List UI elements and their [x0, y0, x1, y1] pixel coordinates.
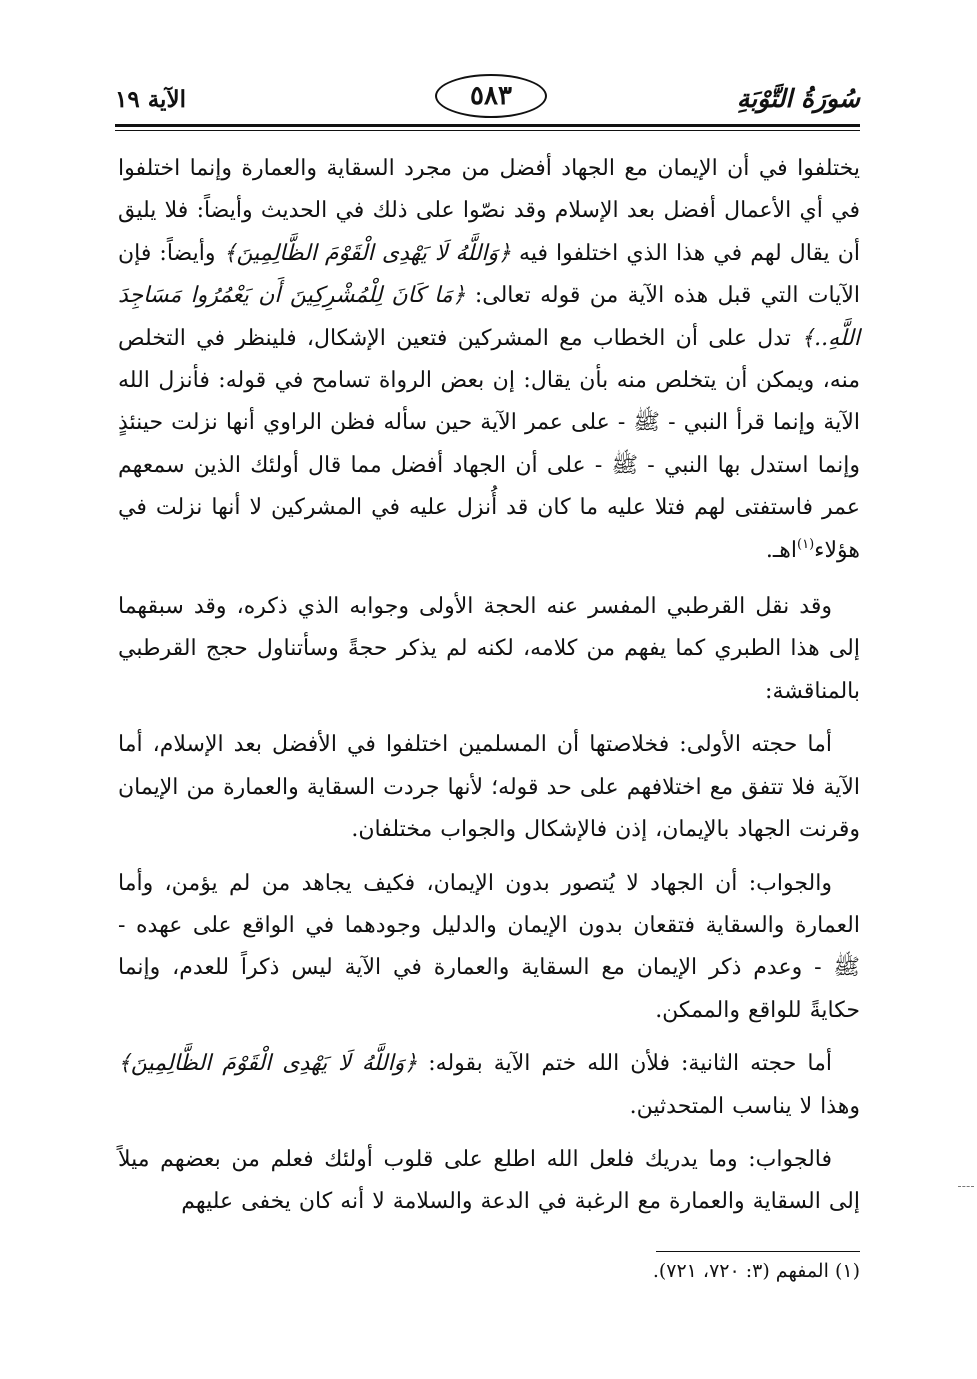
quran-quote: ﴿وَاللَّهُ لَا يَهْدِى الْقَوْمَ الظَّالِمِينَ﴾ [118, 1051, 418, 1077]
scan-edge-mark [958, 1186, 974, 1187]
paragraph [118, 1139, 860, 1224]
text-segment: وهذا لا يناسب المتحدثين. [629, 1093, 860, 1119]
quran-quote: ﴿وَاللَّهُ لَا يَهْدِى الْقَوْمَ الظَّالِمِينَ﴾ [223, 240, 511, 266]
header-rule-thin [115, 130, 860, 131]
text-segment: اهـ. [765, 537, 797, 563]
quran-quote: ﴿مَا كَانَ لِلْمُشْرِكِينَ أَن يَعْمُرُوا مَسَاجِدَ اللَّهِ..﴾ [118, 283, 860, 351]
text-segment: وأيضاً: فإن الآيات التي قبل هذه الآية من قوله تعالى: [118, 240, 860, 309]
header-rule-thick [115, 124, 860, 127]
text-segment: تدل على أن الخطاب مع المشركين فتعين الإشكال، فلينظر في التخلص منه، ويمكن أن يتخلص منه بأن يقال: إن بعض الرواة تسامح في قوله: فأنزل الله الآية وإنما قرأ النبي - ﷺ - على عمر الآية حين سأله فظن الراوي أنها نزلت حينئذٍ وإنما استدل بها النبي - ﷺ - على أن الجهاد أفضل مما قال أولئك الذين سمعهم عمر فاستفتى لهم فتلا عليه ما كان قد أُنزل عليه في المشركين لا أنها نزلت في هؤلاء [118, 325, 860, 563]
footnote-text: المفهم (٣: ٧٢٠، ٧٢١). [652, 1260, 829, 1282]
text-segment: فالجواب: وما يدريك فلعل الله اطلع على قلوب أولئك فعلم من بعضهم ميلاً إلى السقاية والعمارة مع الرغبة في الدعة والسلامة لا أنه كان يخفى عليهم [118, 1146, 860, 1215]
paragraph [118, 1043, 860, 1128]
text-segment: والجواب: أن الجهاد لا يُتصور بدون الإيمان، فكيف يجاهد من لم يؤمن، وأما العمارة والسقاية فتقعان بدون الإيمان والدليل وجودهما في الواقع على عهده - ﷺ - وعدم ذكر الإيمان مع السقاية والعمارة في الآية ليس ذكراً للعدم، وإنما حكايةً للواقع والممكن. [118, 870, 860, 1023]
verse-label: الآية ١٩ [115, 86, 186, 113]
running-head [115, 72, 860, 122]
text-segment: وقد نقل القرطبي المفسر عنه الحجة الأولى وجوابه الذي ذكره، وقد سبقهما إلى هذا الطبري كما يفهم من كلامه، لكنه لم يذكر حجةً وسأتناول حجج القرطبي بالمناقشة: [118, 594, 860, 704]
paragraph [118, 148, 860, 575]
body-text [118, 148, 860, 1224]
paragraph [118, 724, 860, 851]
page-number: ٥٨٣ [470, 81, 512, 111]
text-segment: أما حجته الثانية: فلأن الله ختم الآية بقوله: [417, 1051, 832, 1077]
paragraph [118, 863, 860, 1033]
paragraph [118, 586, 860, 713]
footnote-rule [656, 1251, 860, 1252]
text-segment: أما حجته الأولى: فخلاصتها أن المسلمين اختلفوا في الأفضل بعد الإسلام، أما الآية فلا تتفق مع اختلافهم على حد قوله؛ لأنها جردت السقاية والعمارة من الإيمان وقرنت الجهاد بالإيمان، إذن فالإشكال والجواب مختلفان. [118, 732, 860, 843]
footnote-marker: (١) [834, 1260, 860, 1282]
footnote [653, 1260, 860, 1282]
footnote-reference: (١) [797, 536, 815, 552]
text-segment: يختلفوا في أن الإيمان مع الجهاد أفضل من مجرد السقاية والعمارة وإنما اختلفوا في أي الأعمال أفضل بعد الإسلام وقد نصّوا على ذلك في الحديث وأيضاً: فلا يليق أن يقال لهم في هذا الذي اختلفوا فيه [118, 156, 861, 266]
surah-title: سُورَةُ التَّوْبَةِ [736, 84, 860, 113]
page-number-oval [435, 74, 547, 118]
